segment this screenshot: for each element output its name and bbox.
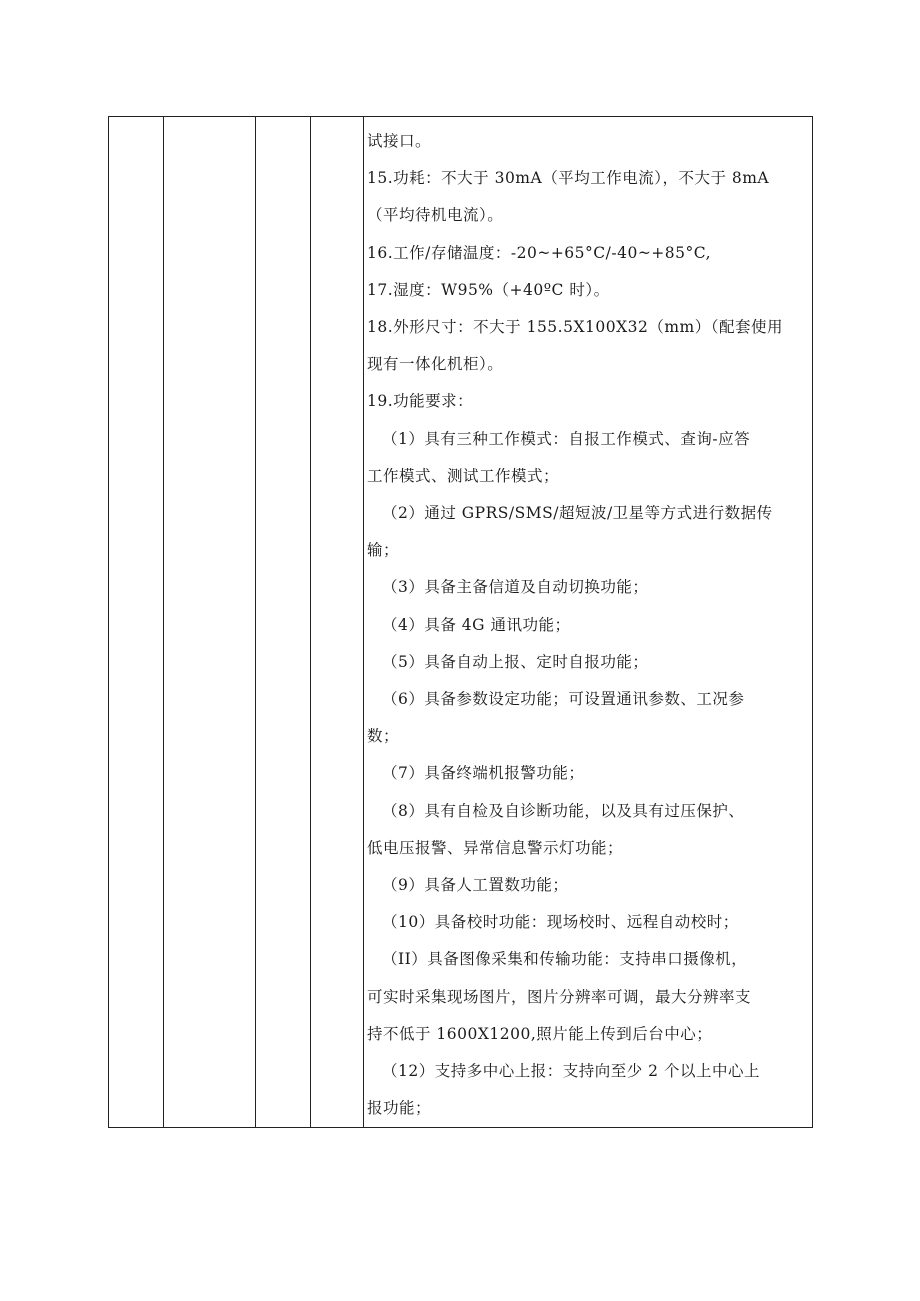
spec-line: （5）具备自动上报、定时自报功能； (382, 652, 649, 671)
spec-line: 17.湿度：W95%（+40ºC 时）。 (367, 280, 610, 299)
spec-line: 持不低于 1600X1200,照片能上传到后台中心； (367, 1024, 713, 1043)
spec-line: 15.功耗：不大于 30mA（平均工作电流），不大于 8mA (367, 169, 770, 188)
spec-line: （1）具有三种工作模式：自报工作模式、查询-应答 (382, 429, 751, 448)
spec-line: 输； (367, 541, 400, 560)
spec-line: 19.功能要求： (367, 392, 474, 411)
spec-line: 可实时采集现场图片，图片分辨率可调，最大分辨率支 (367, 987, 752, 1006)
spec-line: 低电压报警、异常信息警示灯功能； (367, 838, 624, 857)
empty-cell-3 (256, 117, 311, 1128)
spec-line: （2）通过 GPRS/SMS/超短波/卫星等方式进行数据传 (382, 504, 773, 523)
spec-line: （4）具备 4G 通讯功能； (382, 615, 571, 634)
spec-line: （8）具有自检及自诊断功能，以及具有过压保护、 (382, 801, 745, 820)
spec-line: （3）具备主备信道及自动切换功能； (382, 578, 649, 597)
spec-line: 数； (367, 727, 400, 746)
spec-line: （12）支持多中心上报：支持向至少 2 个以上中心上 (382, 1062, 760, 1081)
empty-cell-4 (311, 117, 364, 1128)
spec-line: 18.外形尺寸：不大于 155.5X100X32（mm）（配套使用 (367, 318, 783, 337)
spec-line: （II）具备图像采集和传输功能：支持串口摄像机， (382, 950, 748, 969)
empty-cell-2 (164, 117, 256, 1128)
spec-line: 试接口。 (367, 132, 432, 150)
spec-line: 现有一体化机柜）。 (367, 355, 504, 374)
spec-line: 16.工作/存储温度：-20~+65°C/-40~+85°C, (367, 243, 712, 262)
empty-cell-1 (109, 117, 164, 1128)
spec-line: （6）具备参数设定功能；可设置通讯参数、工况参 (382, 690, 745, 709)
spec-line: （9）具备人工置数功能； (382, 876, 569, 895)
spec-line: （10）具备校时功能：现场校时、远程自动校时； (382, 913, 739, 932)
spec-line: 报功能； (367, 1099, 432, 1118)
spec-line: 工作模式、测试工作模式； (367, 466, 560, 485)
spec-line: （7）具备终端机报警功能； (382, 764, 585, 783)
table-row (109, 117, 813, 1128)
spec-content-cell (364, 117, 813, 1128)
spec-line: （平均待机电流）。 (367, 206, 504, 225)
spec-lines (367, 123, 804, 1127)
spec-table (108, 116, 813, 1128)
